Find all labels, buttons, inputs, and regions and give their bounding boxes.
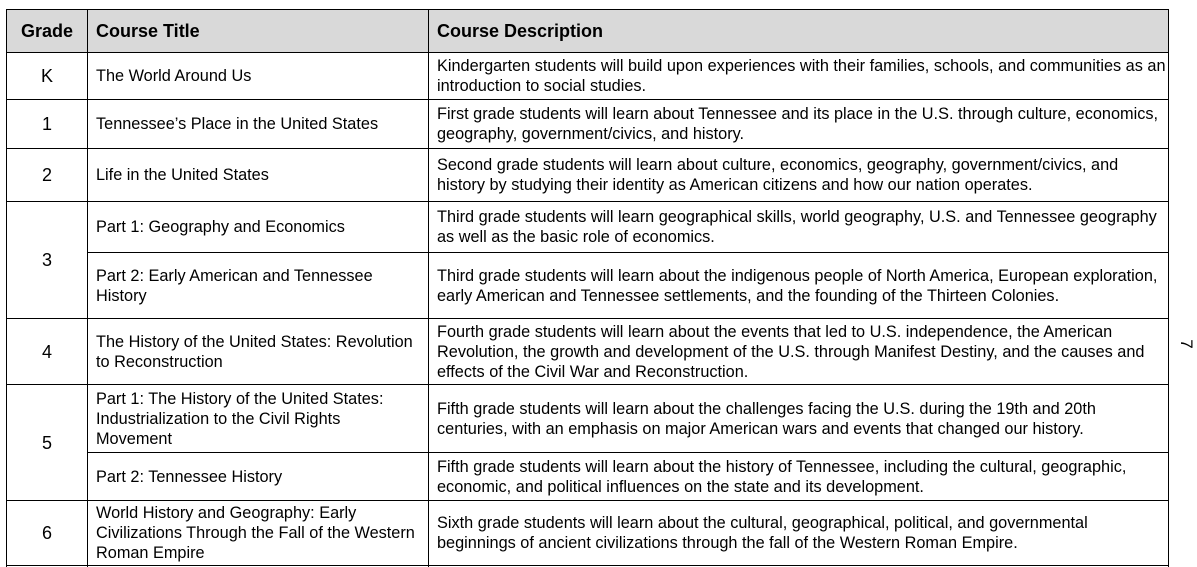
course-description-cell: Kindergarten students will build upon experiences with their families, schools, and communities as an introduction to social studies. [429, 53, 1169, 100]
grade-column-header: Grade [7, 10, 88, 53]
course-title-cell: World History and Geography: Early Civilizations Through the Fall of the Western Roman Empire [88, 501, 429, 566]
course-description-column-header: Course Description [429, 10, 1169, 53]
course-title-column-header: Course Title [88, 10, 429, 53]
header-row [7, 10, 1169, 53]
course-description-cell: Fifth grade students will learn about the challenges facing the U.S. during the 19th and 20th centuries, with an emphasis on major American wars and events that changed our history. [429, 385, 1169, 453]
grade-cell: K [7, 53, 88, 100]
table-row [7, 100, 1169, 149]
table-row [7, 453, 1169, 501]
course-title-cell: Part 2: Tennessee History [88, 453, 429, 501]
grade-cell: 5 [7, 385, 88, 501]
table-row [7, 53, 1169, 100]
grade-cell: 6 [7, 501, 88, 566]
course-description-cell: First grade students will learn about Tennessee and its place in the U.S. through culture, economics, geography, government/civics, and history. [429, 100, 1169, 149]
course-title-cell: Tennessee’s Place in the United States [88, 100, 429, 149]
table-row [7, 202, 1169, 253]
table-row [7, 501, 1169, 566]
course-title-cell: The World Around Us [88, 53, 429, 100]
course-title-cell: Life in the United States [88, 149, 429, 202]
course-title-cell: Part 1: Geography and Economics [88, 202, 429, 253]
table-row [7, 149, 1169, 202]
grade-cell: 1 [7, 100, 88, 149]
course-title-cell: Part 2: Early American and Tennessee History [88, 253, 429, 319]
table-row [7, 319, 1169, 385]
page-number: 7 [1177, 339, 1196, 349]
grade-cell: 4 [7, 319, 88, 385]
course-description-cell: Third grade students will learn about the indigenous people of North America, European exploration, early American and Tennessee settlements, and the founding of the Thirteen Colonies. [429, 253, 1169, 319]
grade-cell: 3 [7, 202, 88, 319]
course-title-cell: Part 1: The History of the United States: Industrialization to the Civil Rights Movement [88, 385, 429, 453]
course-description-cell: Fourth grade students will learn about the events that led to U.S. independence, the American Revolution, the growth and development of the U.S. through Manifest Destiny, and the causes and effects of the Civil War and Reconstruction. [429, 319, 1169, 385]
grade-cell: 2 [7, 149, 88, 202]
course-description-cell: Fifth grade students will learn about the history of Tennessee, including the cultural, geographic, economic, and political influences on the state and its development. [429, 453, 1169, 501]
course-description-cell: Third grade students will learn geographical skills, world geography, U.S. and Tennessee geography as well as the basic role of economics. [429, 202, 1169, 253]
table-row [7, 385, 1169, 453]
course-table [6, 9, 1169, 567]
table-row [7, 253, 1169, 319]
course-title-cell: The History of the United States: Revolution to Reconstruction [88, 319, 429, 385]
course-description-cell: Sixth grade students will learn about the cultural, geographical, political, and governmental beginnings of ancient civilizations through the fall of the Western Roman Empire. [429, 501, 1169, 566]
course-description-cell: Second grade students will learn about culture, economics, geography, government/civics, and history by studying their identity as American citizens and how our nation operates. [429, 149, 1169, 202]
